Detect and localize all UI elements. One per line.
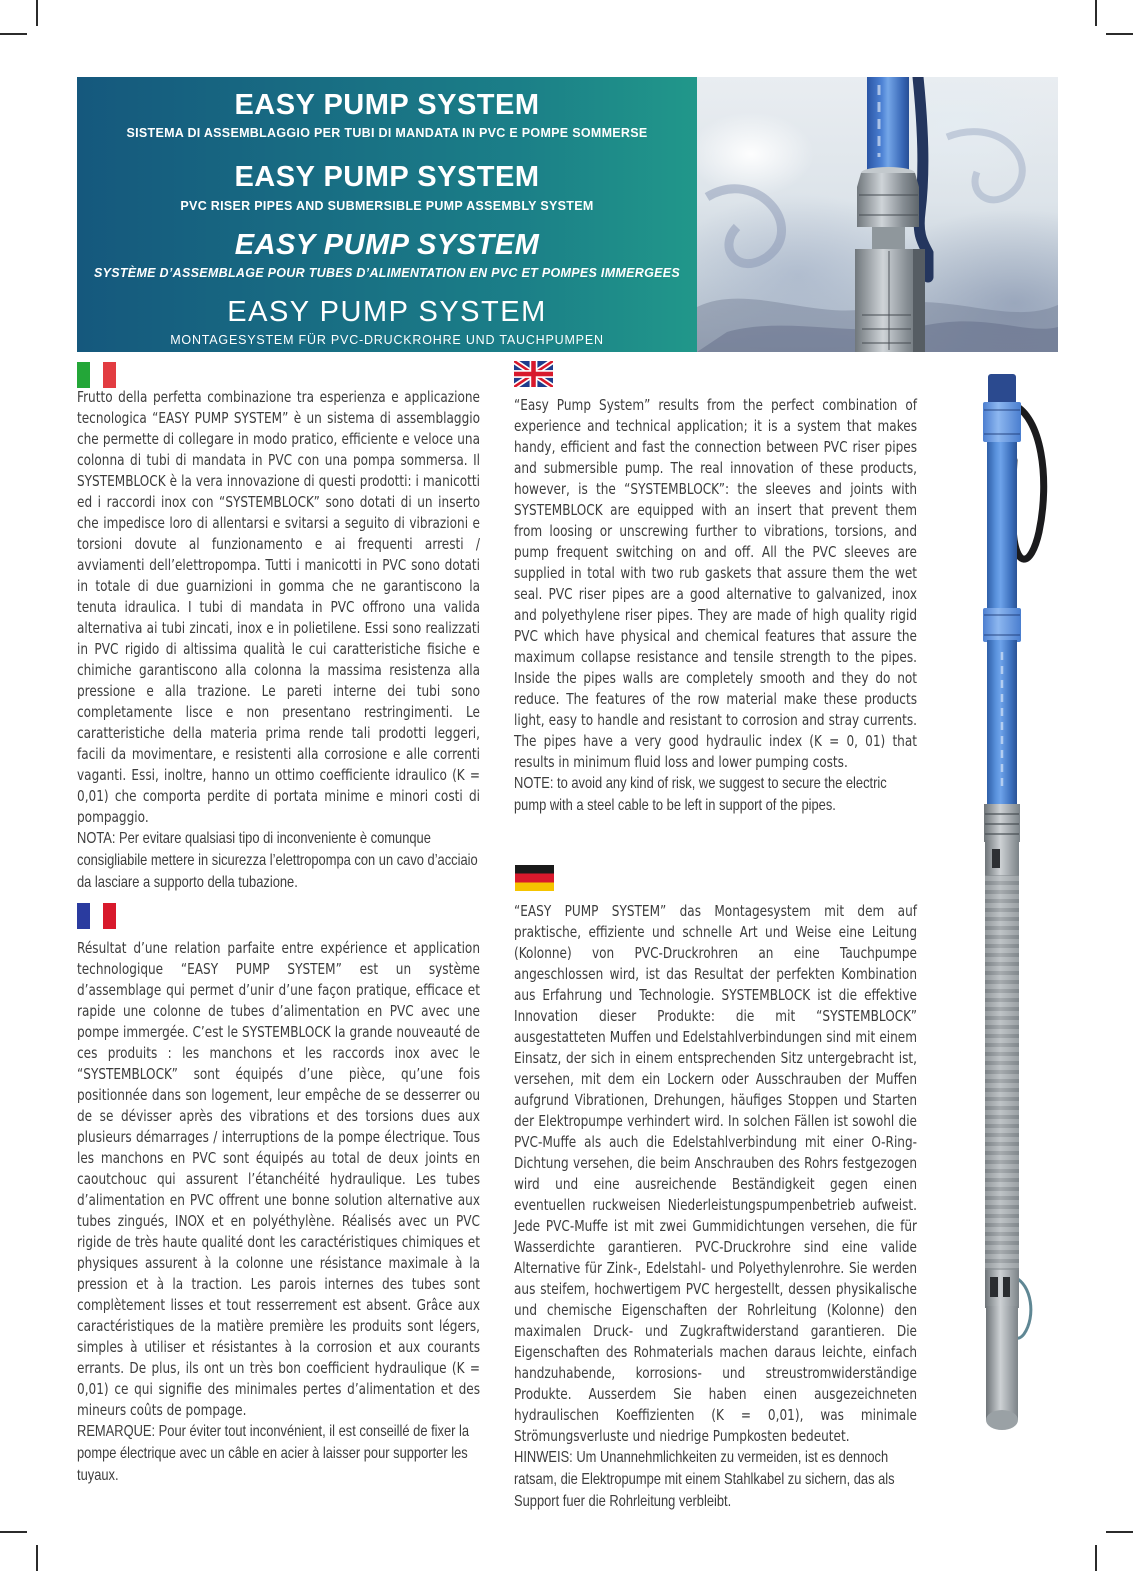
germany-flag-icon <box>515 865 554 891</box>
italian-text: Frutto della perfetta combinazione tra esperienza e applicazione tecnologica “EASY PUMP SYSTEM” è un sistema di assemblaggio che permette di collegare in modo pratico, efficiente e veloce una colonna di tubi di mandata in PVC con una pompa sommersa. Il SYSTEMBLOCK è la vera innovazione di questi prodotti: i manicotti ed i raccordi inox con “SYSTEMBLOCK” sono dotati di un inserto che impedisce loro di allentarsi e svitarsi a seguito di vibrazioni e torsioni dovute al funzionamento e ai frequenti arresti / avviamenti dell’elettropompa. Tutti i manicotti in PVC sono dotati in totale di due guarnizioni in gomma che ne garantiscono la tenuta idraulica. I tubi di mandata in PVC offrono una valida alternativa ai tubi zincati, inox e in polietilene. Essi sono realizzati in PVC rigido di altissima qualità le cui caratteristiche fisiche e chimiche garantiscono alla colonna la massima resistenza alla pressione e alla trazione. Le pareti interne dei tubi sono completamente lisce e non presentano restringimenti. Le caratteristiche della materia prima rende tali prodotti leggeri, facili da movimentare, e resistenti alla corrosione e alle correnti vaganti. Essi, inoltre, hanno un ottimo coefficiente idraulico (K = 0,01) che comporta perdite di portata minime e minori costi di pompaggio. <box>77 388 480 826</box>
crop-mark <box>36 0 38 26</box>
title-german: EASY PUMP SYSTEM <box>227 296 547 328</box>
pump-slot <box>992 849 1000 868</box>
header-photo <box>697 77 1058 352</box>
title-english: EASY PUMP SYSTEM <box>234 161 540 193</box>
french-section <box>77 938 480 1487</box>
france-flag-icon <box>77 903 116 929</box>
italian-section <box>77 387 480 894</box>
pump-bottom <box>986 1410 1018 1430</box>
french-text: Résultat d’une relation parfaite entre expérience et application technologique “EASY PUMP SYSTEM” est un système d’assemblage qui permet d’unir d’une façon pratique, efficace et rapide une colonne de tubes d’alimentation en PVC avec une pompe immergée. C’est le SYSTEMBLOCK la grande nouveauté de ces produits : les manchons et les raccords inox avec le “SYSTEMBLOCK” sont équipés d’une pièce, qu’une fois positionnée dans son logement, leur empêche de se desserrer ou de se dévisser après des vibrations et des torsions dues aux plusieurs démarrages / interruptions de la pompe électrique. Tous les manchons en PVC sont équipés au total de deux joints en caoutchouc qui assurent l’étanchéité hydraulique. Les tubes d’alimentation en PVC offrent une bonne solution alternative aux tubes zingués, INOX et en polyéthylène. Réalisés avec un PVC rigide de très haute qualité dont les caractéristiques chimiques et physiques assurent à la colonne une résistance maximale à la pression et à la traction. Les parois internes des tubes sont complètement lisses et tout resserrement est absent. Grâce aux caractéristiques de la matière première les produits sont légers, simples à utiliser et résistantes à la corrosion et aux courants errants. De plus, ils ont un très bon coefficient hydraulique (K = 0,01) ce qui signifie des minimales pertes d’alimentation et des mineurs coûts de pompage. <box>77 939 480 1419</box>
subtitle-german: MONTAGESYSTEM FÜR PVC-DRUCKROHRE UND TAUCHPUMPEN <box>170 333 604 347</box>
crop-mark <box>0 1531 27 1533</box>
pipe-cap <box>988 374 1016 406</box>
subtitle-english: PVC RISER PIPES AND SUBMERSIBLE PUMP ASSEMBLY SYSTEM <box>180 199 594 213</box>
german-note: HINWEIS: Um Unannehmlichkeiten zu vermeiden, ist es dennoch ratsam, die Elektropumpe mit einem Stahlkabel zu sichern, das als Support fuer die Rohrleitung verbleibt. <box>514 1449 895 1510</box>
steel-coupling <box>857 173 919 227</box>
crop-mark <box>1106 33 1133 35</box>
coupling-neck <box>872 227 905 249</box>
header-banner <box>77 77 1058 352</box>
banner-titles <box>77 77 697 352</box>
crop-mark <box>1095 0 1097 26</box>
english-text: “Easy Pump System” results from the perfect combination of experience and technical application; it is a system that makes handy, efficient and fast the connection between PVC riser pipes and submersible pump. The real innovation of these products, however, is the “SYSTEMBLOCK”: the sleeves and joints with SYSTEMBLOCK are equipped with an insert that prevent them from loosing or unscrewing further to vibrations, torsions, and pump frequent switching on and off. All the PVC sleeves are supplied in total with two rub gaskets that assure them the wet seal. PVC riser pipes are a good alternative to galvanized, inox and polyethylene riser pipes. They are made of high quality rigid PVC which have physical and chemical features that assure the maximum collapse resistance and tensile strength to the pipes. Inside the pipes walls are completely smooth and they do not reduce. The features of the row material make these products light, easy to handle and resistant to corrosion and stray currents. The pipes have a very good hydraulic index (K = 0, 01) that results in minimum fluid loss and lower pumping costs. <box>514 396 917 771</box>
pvc-sleeve <box>983 402 1021 442</box>
pump-cable-guard <box>913 249 925 352</box>
title-italian: EASY PUMP SYSTEM <box>234 89 540 121</box>
french-note: REMARQUE: Pour éviter tout inconvénient, il est conseillé de fixer la pompe électrique avec un câble en acier à laisser pour supporter les tuyaux. <box>77 1423 470 1484</box>
splash-swirl <box>947 132 1022 200</box>
riser-pipe <box>987 442 1017 610</box>
header-photo-art <box>697 77 1058 352</box>
subtitle-italian: SISTEMA DI ASSEMBLAGGIO PER TUBI DI MANDATA IN PVC E POMPE SOMMERSE <box>126 126 648 140</box>
uk-flag-icon <box>514 361 553 387</box>
subtitle-french: SYSTÈME D’ASSEMBLAGE POUR TUBES D’ALIMENTATION EN PVC ET POMPES IMMERGEES <box>93 266 681 280</box>
english-section <box>514 395 917 817</box>
german-section <box>514 901 917 1513</box>
italian-note: NOTA: Per evitare qualsiasi tipo di inconveniente è comunque consigliabile mettere in sicurezza l’elettropompa con un cavo d’acciaio da lasciare a supporto della tubazione. <box>77 830 478 891</box>
pump-cable <box>918 77 928 277</box>
pump-motor <box>986 1306 1018 1420</box>
crop-mark <box>1095 1545 1097 1571</box>
crop-mark <box>1106 1531 1133 1533</box>
title-french: EASY PUMP SYSTEM <box>234 229 540 261</box>
pump-head <box>985 840 1019 877</box>
crop-mark <box>0 33 27 35</box>
english-note: NOTE: to avoid any kind of risk, we suggest to secure the electric pump with a steel cable to be left in support of the pipes. <box>514 775 887 814</box>
pvc-sleeve <box>983 608 1021 642</box>
riser-pipe <box>867 77 909 173</box>
pump-product-image <box>952 372 1052 1442</box>
italy-flag-icon <box>77 362 116 388</box>
splash-swirl <box>707 189 782 264</box>
crop-mark <box>36 1545 38 1571</box>
german-text: “EASY PUMP SYSTEM” das Montagesystem mit dem auf praktische, effiziente und schnelle Art und Weise eine Leitung (Kolonne) von PVC-Druckrohren an eine Tauchpumpe angeschlossen wird, ist das Resultat der perfekten Kombination aus Erfahrung und Technologie. SYSTEMBLOCK ist die effektive Innovation dieser Produkte: die mit “SYSTEMBLOCK” ausgestatteten Muffen und Edelstahlverbindungen sind mit einem Einsatz, der sich in einem entsprechenden Sitz untergebracht ist, versehen, mit dem ein Lockern oder Ausschrauben der Muffen aufgrund Vibrationen, Drehungen, häufiges Stoppen und Starten der Elektropumpe verhindert wird. In solchen Fällen ist sowohl die PVC-Muffe als auch die Edelstahlverbindung mit einer O-Ring-Dichtung versehen, die beim Anschrauben des Rohrs festgezogen wird und eine ausreichende Beständigkeit gegen einen eventuellen ruckweisen Niederleistungspumpenbetrieb aufweist. Jede PVC-Muffe ist mit zwei Gummidichtungen versehen, die für Wasserdichte garantieren. PVC-Druckrohre sind eine valide Alternative für Zink-, Edelstahl- und Polyethylenrohre. Sie werden aus steifem, hochwertigem PVC hergestellt, dessen physikalische und chemische Eigenschaften der Rohrleitung (Kolonne) den maximalen Druck- und Zugkraftwiderstand garantieren. Die Eigenschaften des Rohmaterials machen daraus leichte, einfach handzuhabende, korrosions- und streustromwiderständige Produkte. Ausserdem Sie haben einen ausgezeichneten hydraulischen Koeffizienten (K = 0,01), was minimale Strömungsverluste und niedrige Pumpkosten bedeutet. <box>514 902 917 1445</box>
